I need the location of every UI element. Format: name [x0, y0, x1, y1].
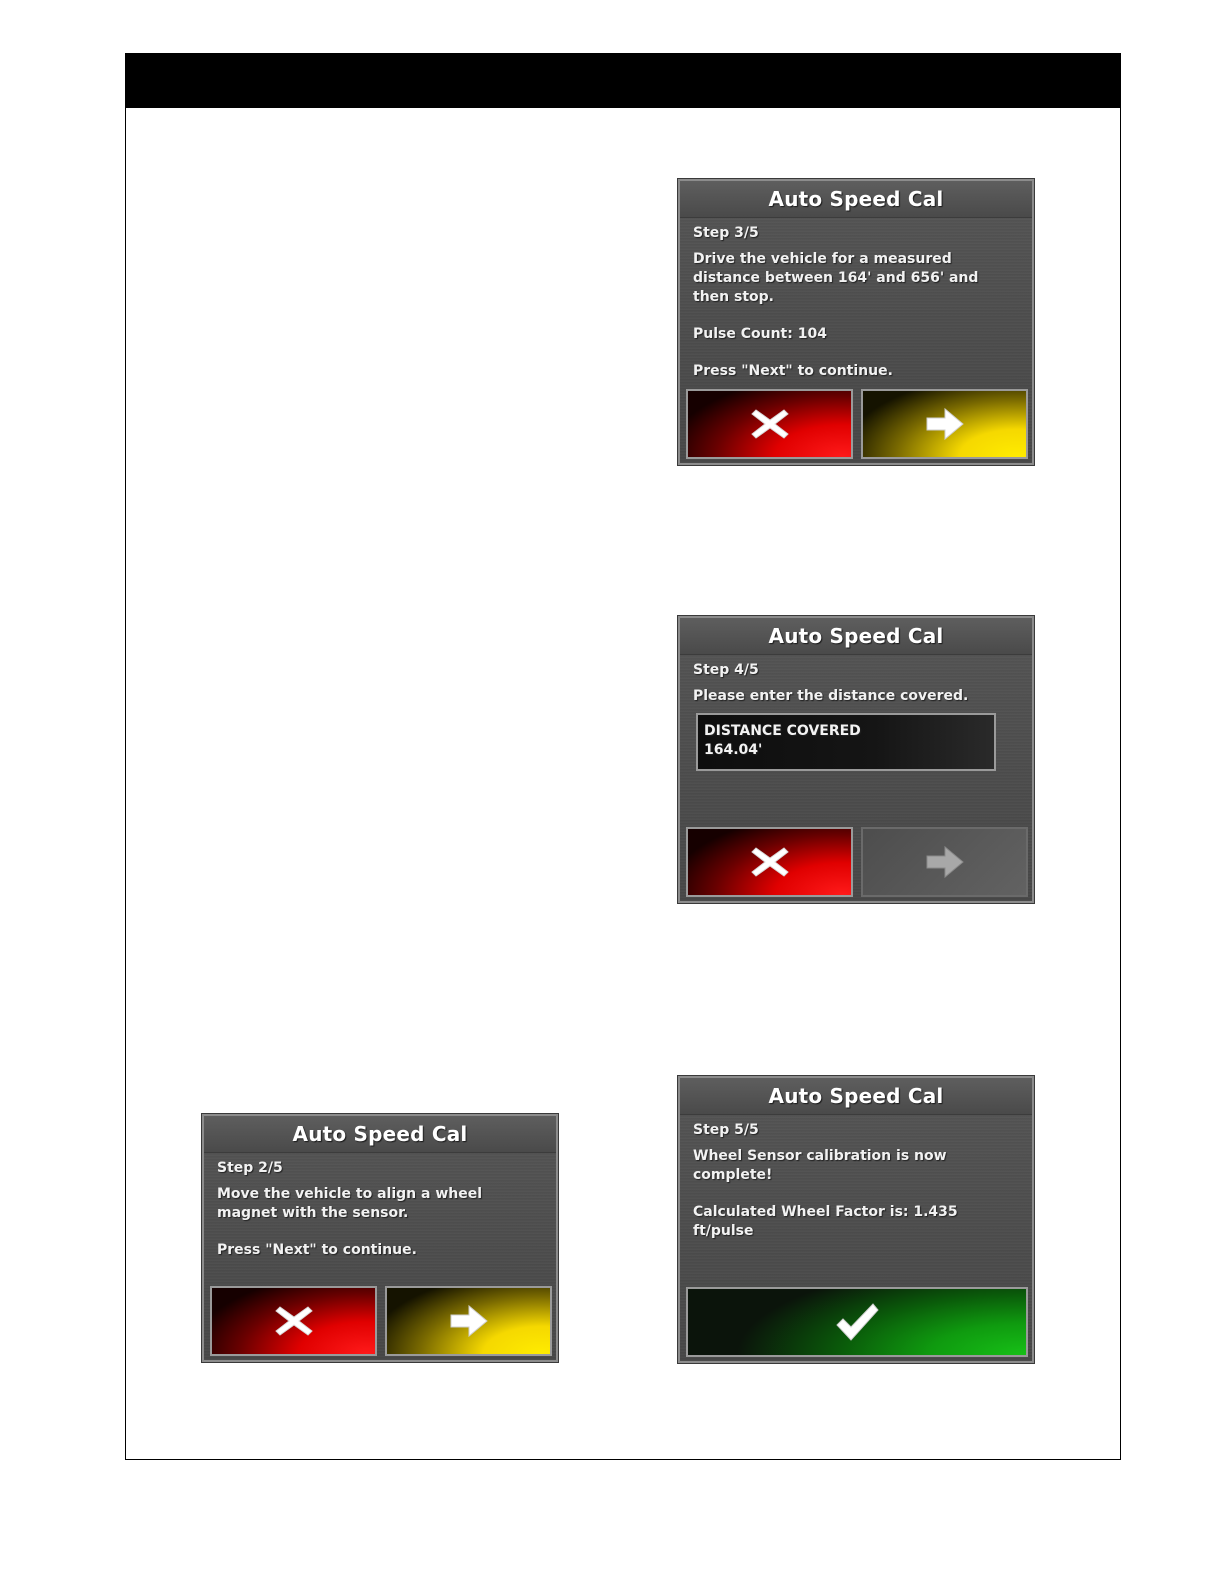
auto-speed-cal-step4-dialog [678, 616, 1034, 903]
field-label: DISTANCE COVERED [704, 723, 861, 739]
next-button[interactable] [385, 1286, 552, 1356]
checkmark-icon [833, 1301, 881, 1343]
distance-covered-field[interactable] [696, 713, 996, 771]
auto-speed-cal-step2-dialog [202, 1114, 558, 1362]
button-row [210, 1286, 552, 1356]
next-button-disabled[interactable] [861, 827, 1028, 897]
dialog-title: Auto Speed Cal [680, 1078, 1032, 1115]
step-label: Step 2/5 [217, 1160, 283, 1176]
cancel-button[interactable] [686, 827, 853, 897]
dialog-title: Auto Speed Cal [204, 1116, 556, 1153]
cancel-button[interactable] [686, 389, 853, 459]
cancel-button[interactable] [210, 1286, 377, 1356]
step-label: Step 4/5 [693, 662, 759, 678]
wheel-factor-result: Calculated Wheel Factor is: 1.435 ft/pulse [693, 1204, 958, 1239]
button-row [686, 1287, 1028, 1357]
dialog-body [680, 1115, 1032, 1241]
dialog-body [680, 655, 1032, 771]
continue-prompt: Press "Next" to continue. [693, 363, 893, 379]
instruction-text: Please enter the distance covered. [693, 688, 969, 704]
ok-button[interactable] [686, 1287, 1028, 1357]
step-label: Step 5/5 [693, 1122, 759, 1138]
instruction-text: Move the vehicle to align a wheel magnet with the sensor. [217, 1186, 483, 1221]
dialog-body [204, 1153, 556, 1260]
button-row [686, 827, 1028, 897]
arrow-right-icon [447, 1303, 491, 1339]
step-label: Step 3/5 [693, 225, 759, 241]
auto-speed-cal-step3-dialog [678, 179, 1034, 465]
x-icon [272, 1301, 316, 1341]
instruction-text: Wheel Sensor calibration is now complete! [693, 1148, 947, 1183]
x-icon [748, 842, 792, 882]
auto-speed-cal-step5-dialog [678, 1076, 1034, 1363]
page-header-bar [126, 54, 1120, 108]
arrow-right-icon [923, 844, 967, 880]
pulse-count-text: Pulse Count: 104 [693, 326, 827, 342]
dialog-body [680, 218, 1032, 381]
arrow-right-icon [923, 406, 967, 442]
button-row [686, 389, 1028, 459]
dialog-title: Auto Speed Cal [680, 618, 1032, 655]
field-value: 164.04' [704, 742, 763, 758]
next-button[interactable] [861, 389, 1028, 459]
continue-prompt: Press "Next" to continue. [217, 1242, 417, 1258]
dialog-title: Auto Speed Cal [680, 181, 1032, 218]
x-icon [748, 404, 792, 444]
instruction-text: Drive the vehicle for a measured distance between 164' and 656' and then stop. [693, 251, 979, 305]
